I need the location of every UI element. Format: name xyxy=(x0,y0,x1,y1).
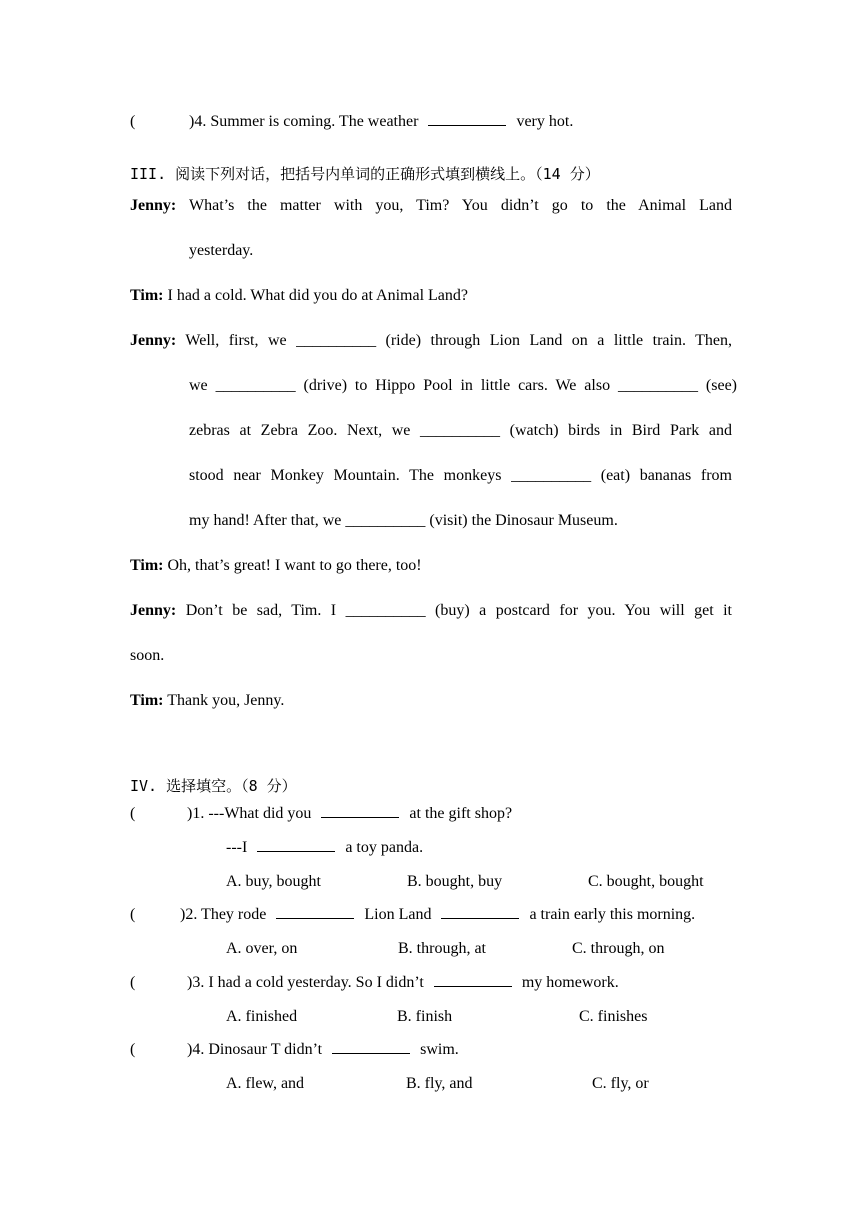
dialogue-line xyxy=(130,557,422,575)
option-b[interactable]: B. through, at xyxy=(398,940,486,957)
dialogue-text: Oh, that’s great! I want to go there, too! xyxy=(167,557,422,574)
option-b[interactable]: B. bought, buy xyxy=(407,873,503,890)
speaker-label: Jenny: xyxy=(130,197,177,214)
paren-open: ( xyxy=(130,906,136,923)
question-tail: a toy panda. xyxy=(345,839,424,856)
answer-blank[interactable] xyxy=(428,113,506,126)
question-stem: ---I xyxy=(226,839,248,856)
dialogue-line xyxy=(130,332,732,350)
option-b[interactable]: B. finish xyxy=(397,1008,453,1025)
answer-blank[interactable] xyxy=(441,906,519,919)
paren-open: ( xyxy=(130,1041,136,1058)
dialogue-text: I had a cold. What did you do at Animal Land? xyxy=(167,287,468,304)
question-text xyxy=(189,113,573,131)
question-tail: swim. xyxy=(420,1041,459,1058)
dialogue-line: zebras at Zebra Zoo. Next, we __________ (watch) birds in Bird Park and xyxy=(189,422,732,439)
speaker-label: Tim: xyxy=(130,287,164,304)
dialogue-line: soon. xyxy=(130,647,165,664)
option-c[interactable]: C. fly, or xyxy=(592,1075,649,1092)
section-heading: IV. 选择填空。（8 分） xyxy=(130,777,297,795)
speaker-label: Jenny: xyxy=(130,332,177,349)
speaker-label: Tim: xyxy=(130,557,164,574)
dialogue-text: What’s the matter with you, Tim? You didn’t go to the Animal Land xyxy=(189,197,732,214)
question-tail: a train early this morning. xyxy=(529,906,696,923)
dialogue-text: Well, first, we __________ (ride) through Lion Land on a little train. Then, xyxy=(185,332,732,349)
answer-blank[interactable] xyxy=(434,974,512,987)
paren-open: ( xyxy=(130,113,136,130)
dialogue-line xyxy=(130,602,732,620)
speaker-label: Jenny: xyxy=(130,602,177,619)
question-text xyxy=(180,906,695,924)
option-a[interactable]: A. flew, and xyxy=(226,1075,305,1092)
question-tail: my homework. xyxy=(521,974,619,991)
dialogue-line: we __________ (drive) to Hippo Pool in little cars. We also __________ (see) xyxy=(189,377,737,394)
option-a[interactable]: A. buy, bought xyxy=(226,873,321,890)
question-mid: Lion Land xyxy=(364,906,432,923)
answer-blank[interactable] xyxy=(257,839,335,852)
option-b[interactable]: B. fly, and xyxy=(406,1075,473,1092)
answer-blank[interactable] xyxy=(321,805,399,818)
paren-open: ( xyxy=(130,805,136,822)
dialogue-line xyxy=(130,197,732,215)
question-stem: )1. ---What did you xyxy=(187,805,312,822)
question-tail: very hot. xyxy=(516,113,574,130)
answer-blank[interactable] xyxy=(276,906,354,919)
option-c[interactable]: C. bought, bought xyxy=(588,873,704,890)
dialogue-line xyxy=(130,692,284,710)
section-heading: III. 阅读下列对话，把括号内单词的正确形式填到横线上。（14 分） xyxy=(130,165,600,183)
question-stem: )2. They rode xyxy=(180,906,267,923)
dialogue-text: Don’t be sad, Tim. I __________ (buy) a postcard for you. You will get it xyxy=(185,602,733,619)
paren-open: ( xyxy=(130,974,136,991)
dialogue-line: yesterday. xyxy=(189,242,254,259)
dialogue-line xyxy=(130,287,468,305)
dialogue-line: my hand! After that, we __________ (visit) the Dinosaur Museum. xyxy=(189,512,618,529)
option-c[interactable]: C. through, on xyxy=(572,940,665,957)
option-c[interactable]: C. finishes xyxy=(579,1008,648,1025)
question-stem: )4. Summer is coming. The weather xyxy=(189,113,419,130)
option-a[interactable]: A. over, on xyxy=(226,940,298,957)
question-text xyxy=(187,805,512,823)
answer-blank[interactable] xyxy=(332,1041,410,1054)
question-stem: )3. I had a cold yesterday. So I didn’t xyxy=(187,974,424,991)
dialogue-line: stood near Monkey Mountain. The monkeys __________ (eat) bananas from xyxy=(189,467,732,484)
dialogue-text: Thank you, Jenny. xyxy=(167,692,285,709)
question-tail: at the gift shop? xyxy=(409,805,513,822)
option-a[interactable]: A. finished xyxy=(226,1008,298,1025)
question-subline xyxy=(226,839,423,857)
question-text xyxy=(187,1041,459,1059)
question-stem: )4. Dinosaur T didn’t xyxy=(187,1041,323,1058)
speaker-label: Tim: xyxy=(130,692,164,709)
question-text xyxy=(187,974,619,992)
